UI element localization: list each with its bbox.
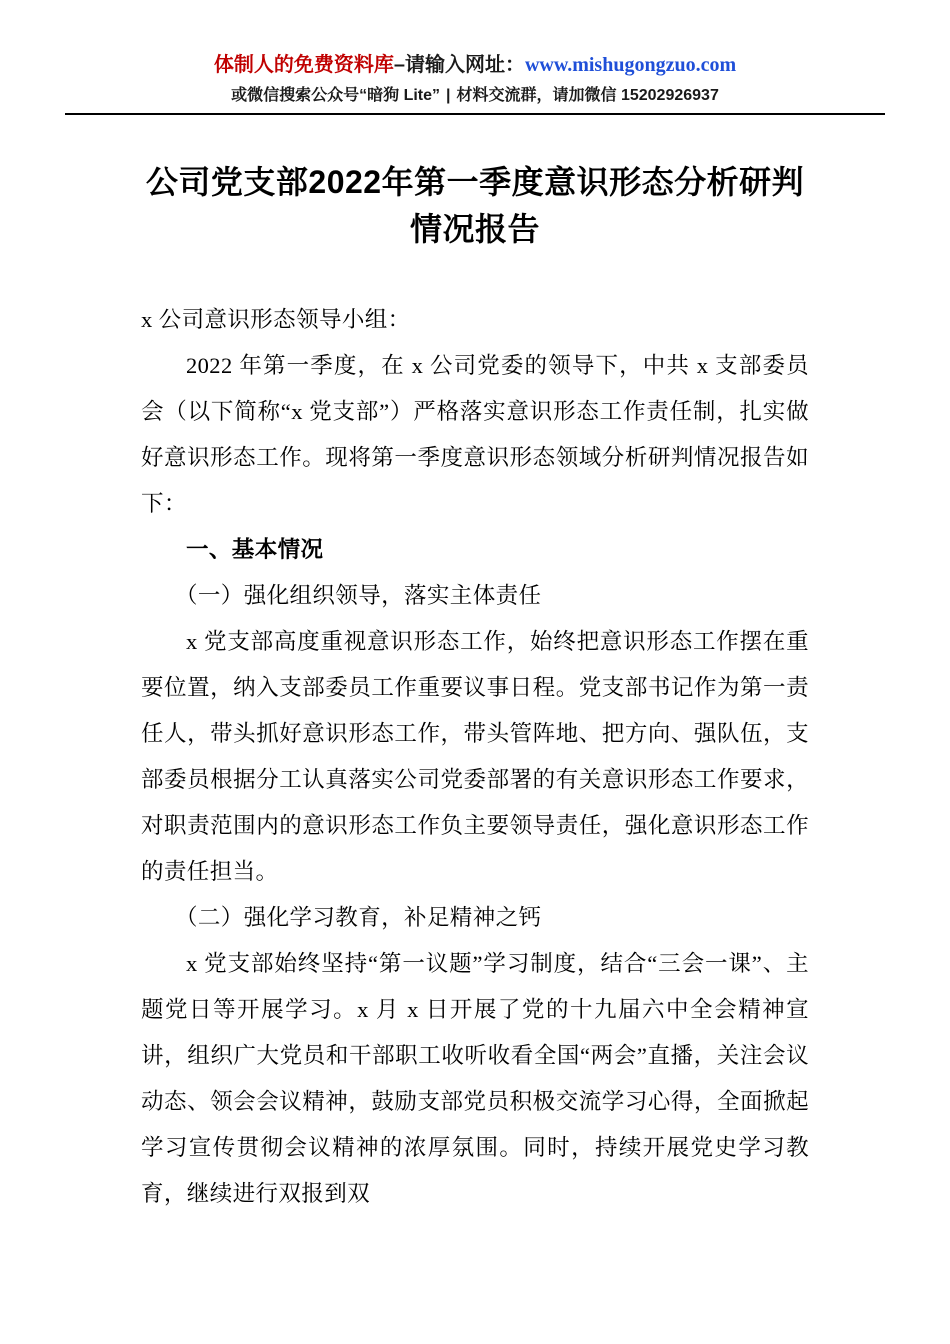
subsection-heading-1: （一）强化组织领导，落实主体责任 <box>175 583 542 608</box>
banner-url-link[interactable]: www.mishugongzuo.com <box>524 54 737 76</box>
section-heading-1: 一、基本情况 <box>186 537 324 562</box>
banner-wechat-account: 或微信搜索公众号“暗狗 Lite” <box>231 87 441 104</box>
banner-separator: | <box>446 87 451 104</box>
subsection-body-2: x 党支部始终坚持“第一议题”学习制度，结合“三会一课”、主题党日等开展学习。x 月 x 日开展了党的十九届六中全会精神宣讲，组织广大党员和干部职工收听收看全国“两会”直播，关注会议动态、领会会议精神，鼓励支部党员积极交流学习心得，全面掀起学习宣传贯彻会议精神的浓厚氛围。同时，持续开展党史学习教育，继续进行双报到双 <box>141 951 809 1206</box>
promo-banner <box>0 0 950 115</box>
banner-red-text: 体制人的免费资料库 <box>213 54 394 76</box>
banner-wechat-group: 材料交流群，请加微信 15202926937 <box>456 87 719 104</box>
banner-line-2 <box>0 85 950 107</box>
opening-paragraph: 2022 年第一季度，在 x 公司党委的领导下，中共 x 支部委员会（以下简称“x 党支部”）严格落实意识形态工作责任制，扎实做好意识形态工作。现将第一季度意识形态领域分析研判情况报告如下： <box>141 353 809 516</box>
subsection-body-1: x 党支部高度重视意识形态工作，始终把意识形态工作摆在重要位置，纳入支部委员工作重要议事日程。党支部书记作为第一责任人，带头抓好意识形态工作，带头管阵地、把方向、强队伍，支部委员根据分工认真落实公司党委部署的有关意识形态工作要求，对职责范围内的意识形态工作负主要领导责任，强化意识形态工作的责任担当。 <box>141 629 809 884</box>
addressee-line: x 公司意识形态领导小组： <box>141 307 411 332</box>
subsection-heading-2: （二）强化学习教育，补足精神之钙 <box>175 905 542 930</box>
document-body <box>141 115 809 1217</box>
page-title: 公司党支部2022年第一季度意识形态分析研判情况报告 <box>145 164 805 247</box>
banner-prompt-text: –请输入网址： <box>393 54 525 76</box>
banner-line-1 <box>0 52 950 78</box>
